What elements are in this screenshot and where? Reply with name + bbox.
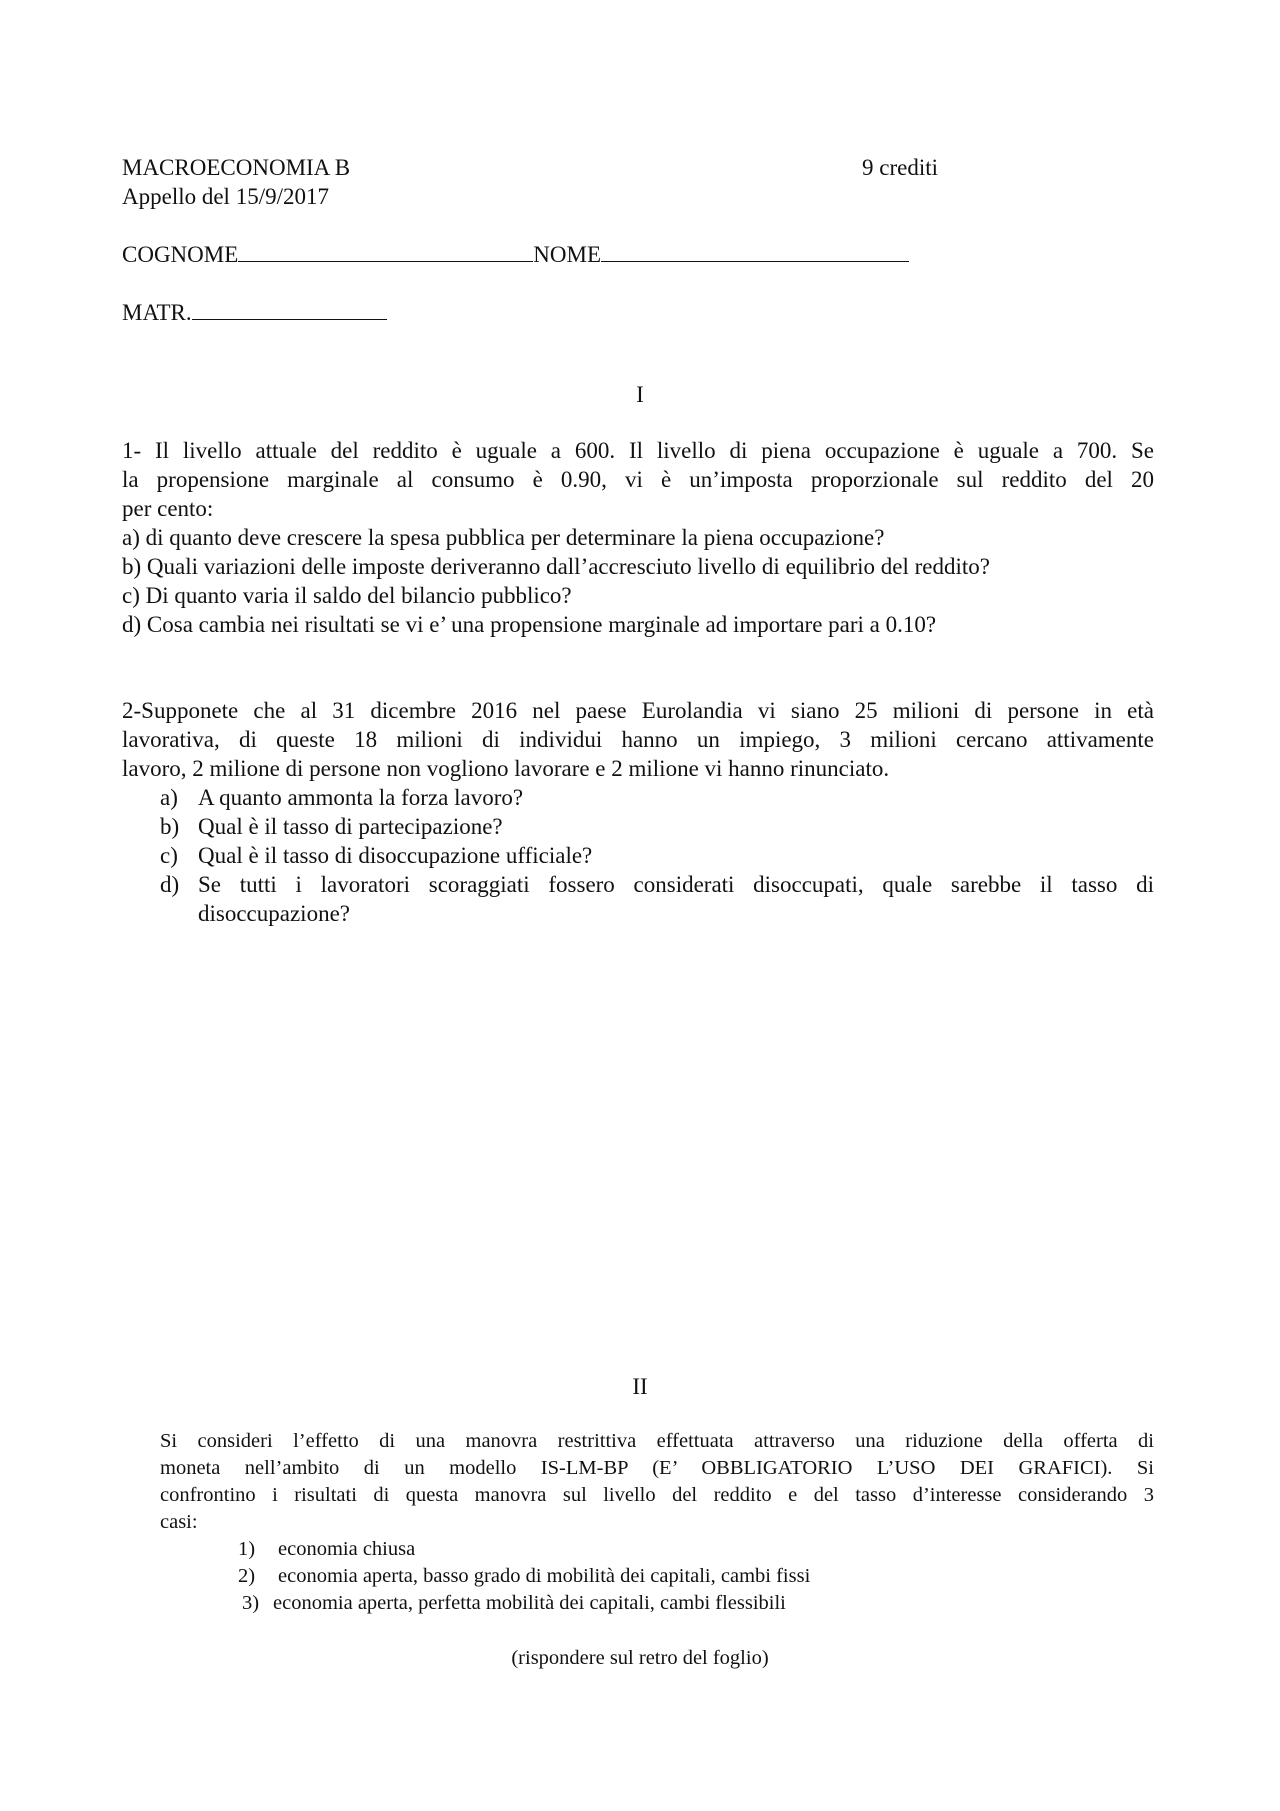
s2-line: casi: bbox=[160, 1511, 198, 1533]
surname-field[interactable] bbox=[238, 241, 533, 262]
q2-line: 2-Supponete che al 31 dicembre 2016 nel paese Eurolandia vi siano 25 milioni di persone in età bbox=[122, 698, 1154, 723]
q2-item-a-marker: a) bbox=[160, 785, 178, 810]
matr-row bbox=[122, 298, 387, 327]
q1-line: la propensione marginale al consumo è 0.90, vi è un’imposta proporzionale sul reddito del 20 bbox=[122, 467, 1154, 492]
surname-row bbox=[122, 240, 909, 269]
q1-line: per cento: bbox=[122, 496, 214, 521]
exam-date: Appello del 15/9/2017 bbox=[122, 184, 329, 209]
case-2: economia aperta, basso grado di mobilità dei capitali, cambi fissi bbox=[278, 1565, 811, 1587]
case-3-marker: 3) bbox=[242, 1592, 260, 1614]
q2-line: lavoro, 2 milione di persone non vogliono lavorare e 2 milione vi hanno rinunciato. bbox=[122, 756, 890, 781]
q2-line: lavorativa, di queste 18 milioni di individui hanno un impiego, 3 milioni cercano attivamente bbox=[122, 727, 1154, 752]
q2-item-c-marker: c) bbox=[160, 843, 178, 868]
q1-line: 1- Il livello attuale del reddito è uguale a 600. Il livello di piena occupazione è uguale a 700. Se bbox=[122, 438, 1154, 463]
case-1: economia chiusa bbox=[278, 1538, 416, 1560]
q2-item-c: Qual è il tasso di disoccupazione ufficiale? bbox=[198, 843, 593, 868]
s2-line: confrontino i risultati di questa manovra sul livello del reddito e del tasso d’interesse considerando 3 bbox=[160, 1484, 1154, 1506]
q2-item-a: A quanto ammonta la forza lavoro? bbox=[198, 785, 524, 810]
q1-item-b: b) Quali variazioni delle imposte deriveranno dall’accresciuto livello di equilibrio del reddito? bbox=[122, 554, 990, 579]
section-heading-2: II bbox=[632, 1374, 648, 1399]
q1-item-d: d) Cosa cambia nei risultati se vi e’ una propensione marginale ad importare pari a 0.10? bbox=[122, 612, 937, 637]
q1-item-a: a) di quanto deve crescere la spesa pubblica per determinare la piena occupazione? bbox=[122, 525, 885, 550]
s2-line: Si consideri l’effetto di una manovra restrittiva effettuata attraverso una riduzione della offerta di bbox=[160, 1430, 1154, 1452]
case-1-marker: 1) bbox=[238, 1538, 256, 1560]
name-label: NOME bbox=[533, 242, 602, 267]
credits: 9 crediti bbox=[862, 155, 938, 180]
case-3: economia aperta, perfetta mobilità dei capitali, cambi flessibili bbox=[273, 1592, 786, 1614]
matr-label: MATR. bbox=[122, 300, 192, 325]
s2-line: moneta nell’ambito di un modello IS-LM-BP (E’ OBBLIGATORIO L’USO DEI GRAFICI). Si bbox=[160, 1457, 1154, 1479]
q2-item-b-marker: b) bbox=[160, 814, 180, 839]
course-title: MACROECONOMIA B bbox=[122, 155, 351, 180]
q2-item-d: Se tutti i lavoratori scoraggiati fossero considerati disoccupati, quale sarebbe il tasso di bbox=[198, 872, 1154, 897]
q2-item-b: Qual è il tasso di partecipazione? bbox=[198, 814, 503, 839]
case-2-marker: 2) bbox=[238, 1565, 256, 1587]
q2-item-d-marker: d) bbox=[160, 872, 180, 897]
answer-note: (rispondere sul retro del foglio) bbox=[511, 1647, 769, 1669]
matr-field[interactable] bbox=[192, 299, 387, 320]
q1-item-c: c) Di quanto varia il saldo del bilancio pubblico? bbox=[122, 583, 572, 608]
name-field[interactable] bbox=[601, 241, 909, 262]
q2-item-d-cont: disoccupazione? bbox=[198, 901, 350, 926]
section-heading-1: I bbox=[636, 382, 644, 407]
surname-label: COGNOME bbox=[122, 242, 239, 267]
